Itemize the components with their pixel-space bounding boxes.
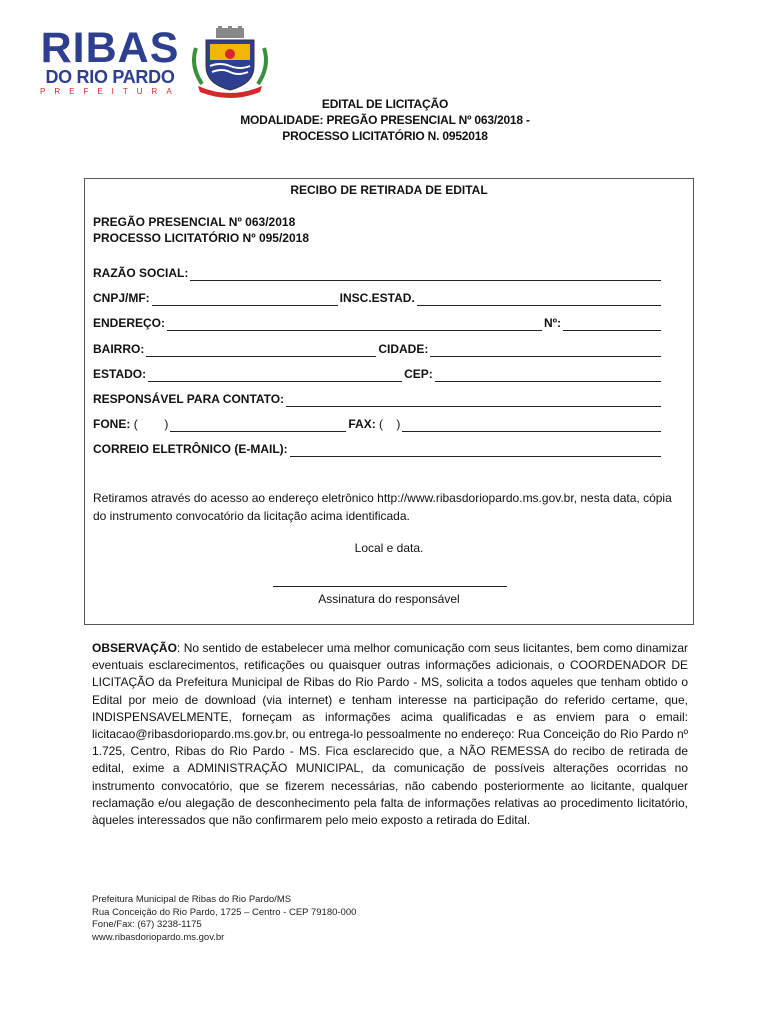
prefeitura-logo bbox=[40, 24, 280, 98]
heading-title: EDITAL DE LICITAÇÃO bbox=[321, 97, 449, 111]
signature-line[interactable] bbox=[273, 586, 507, 587]
razao-social-line[interactable] bbox=[190, 269, 661, 281]
footer-line-website: www.ribasdoriopardo.ms.gov.br bbox=[92, 931, 225, 943]
fone-label: FONE: bbox=[93, 417, 131, 431]
fone-area-code: ( ) bbox=[133, 417, 169, 431]
insc-estad-line[interactable] bbox=[417, 294, 661, 306]
numero-line[interactable] bbox=[563, 319, 661, 331]
estado-line[interactable] bbox=[148, 370, 402, 382]
fax-area-code: ( ) bbox=[379, 417, 401, 431]
responsavel-line[interactable] bbox=[286, 395, 661, 407]
email-row bbox=[93, 441, 663, 457]
logo-line-rio-pardo: DO RIO PARDO bbox=[45, 67, 175, 87]
cep-label: CEP: bbox=[404, 367, 433, 381]
bairro-cidade-row bbox=[93, 341, 663, 357]
estado-cep-row bbox=[93, 366, 663, 382]
razao-social-field[interactable] bbox=[93, 265, 663, 281]
fax-line[interactable] bbox=[402, 420, 661, 432]
footer-line-prefeitura: Prefeitura Municipal de Ribas do Rio Pardo/MS bbox=[92, 894, 292, 905]
receipt-statement: Retiramos através do acesso ao endereço eletrônico http://www.ribasdoriopardo.ms.gov.br, nesta data, cópia do instrumento convocatório da licitação acima identificada. bbox=[93, 491, 672, 523]
receipt-processo: PROCESSO LICITATÓRIO Nº 095/2018 bbox=[93, 231, 309, 245]
responsavel-label: RESPONSÁVEL PARA CONTATO: bbox=[93, 392, 285, 406]
fax-label: FAX: bbox=[348, 417, 376, 431]
municipal-coat-of-arms-icon bbox=[188, 26, 272, 98]
heading-modality: MODALIDADE: PREGÃO PRESENCIAL Nº 063/2018 - bbox=[240, 113, 530, 127]
estado-label: ESTADO: bbox=[93, 367, 147, 381]
observation-label: OBSERVAÇÃO bbox=[92, 641, 177, 655]
observation-text: : No sentido de estabelecer uma melhor comunicação com seus licitantes, bem como dinamizar eventuais esclarecimentos, retificações ou quaisquer outras informações adicionais, o COORDENADOR DE LICITAÇÃO da Prefeitura Municipal de Ribas do Rio Pardo - MS, solicita a todos aqueles que tenham obtido o Edital por meio de download (via internet) e tenham interesse na participação do referido certame, que, INDISPENSAVELMENTE, forneçam as informações acima qualificadas e as enviem para o email: licitacao@ribasdoriopardo.ms.gov.br, ou entrega-lo pessoalmente no endereço: Rua Conceição do Rio Pardo nº 1.725, Centro, Ribas do Rio Pardo - MS. Fica esclarecido que, a NÃO REMESSA do recibo de retirada de edital, exime a ADMINISTRAÇÃO MUNICIPAL, da comunicação de possíveis alterações ocorridas no instrumento convocatório, que se fizerem necessárias, não cabendo posteriormente ao licitante, qualquer reclamação e/ou alegação de desconhecimento pela falta de informações relativas ao procedimento licitatório, àqueles interessados que não confirmarem pelo meio exposto a retirada do Edital. bbox=[92, 641, 688, 828]
responsavel-row bbox=[93, 391, 663, 407]
cnpj-insc-row bbox=[93, 290, 663, 306]
cidade-line[interactable] bbox=[430, 345, 661, 357]
razao-social-label: RAZÃO SOCIAL: bbox=[93, 266, 189, 280]
heading-process: PROCESSO LICITATÓRIO N. 0952018 bbox=[282, 129, 488, 143]
endereco-label: ENDEREÇO: bbox=[93, 316, 166, 330]
observation-paragraph bbox=[92, 640, 688, 829]
receipt-title: RECIBO DE RETIRADA DE EDITAL bbox=[290, 183, 488, 197]
footer-line-phone: Fone/Fax: (67) 3238-1175 bbox=[92, 919, 202, 930]
email-line[interactable] bbox=[290, 445, 661, 457]
endereco-row bbox=[93, 315, 663, 331]
cnpj-line[interactable] bbox=[152, 294, 338, 306]
endereco-line[interactable] bbox=[167, 319, 542, 331]
fone-line[interactable] bbox=[170, 420, 346, 432]
logo-line-prefeitura: PREFEITURA bbox=[40, 87, 181, 96]
logo-line-ribas: RIBAS bbox=[40, 24, 180, 72]
cep-line[interactable] bbox=[435, 370, 661, 382]
numero-label: Nº: bbox=[543, 316, 561, 330]
document-heading bbox=[0, 96, 770, 144]
footer-line-street: Rua Conceição do Rio Pardo, 1725 – Centro - CEP 79180-000 bbox=[92, 906, 357, 918]
receipt-form bbox=[84, 178, 694, 625]
logo-wordmark bbox=[40, 24, 181, 97]
bairro-label: BAIRRO: bbox=[93, 342, 145, 356]
local-data-label: Local e data. bbox=[354, 541, 424, 555]
footer-address bbox=[92, 894, 356, 944]
receipt-pregao: PREGÃO PRESENCIAL Nº 063/2018 bbox=[93, 215, 296, 229]
bairro-line[interactable] bbox=[146, 345, 376, 357]
signature-label: Assinatura do responsável bbox=[318, 592, 460, 606]
email-label: CORREIO ELETRÔNICO (E-MAIL): bbox=[93, 442, 288, 456]
insc-estad-label: INSC.ESTAD. bbox=[339, 291, 415, 305]
cidade-label: CIDADE: bbox=[378, 342, 429, 356]
cnpj-label: CNPJ/MF: bbox=[93, 291, 150, 305]
fone-fax-row bbox=[93, 416, 663, 432]
